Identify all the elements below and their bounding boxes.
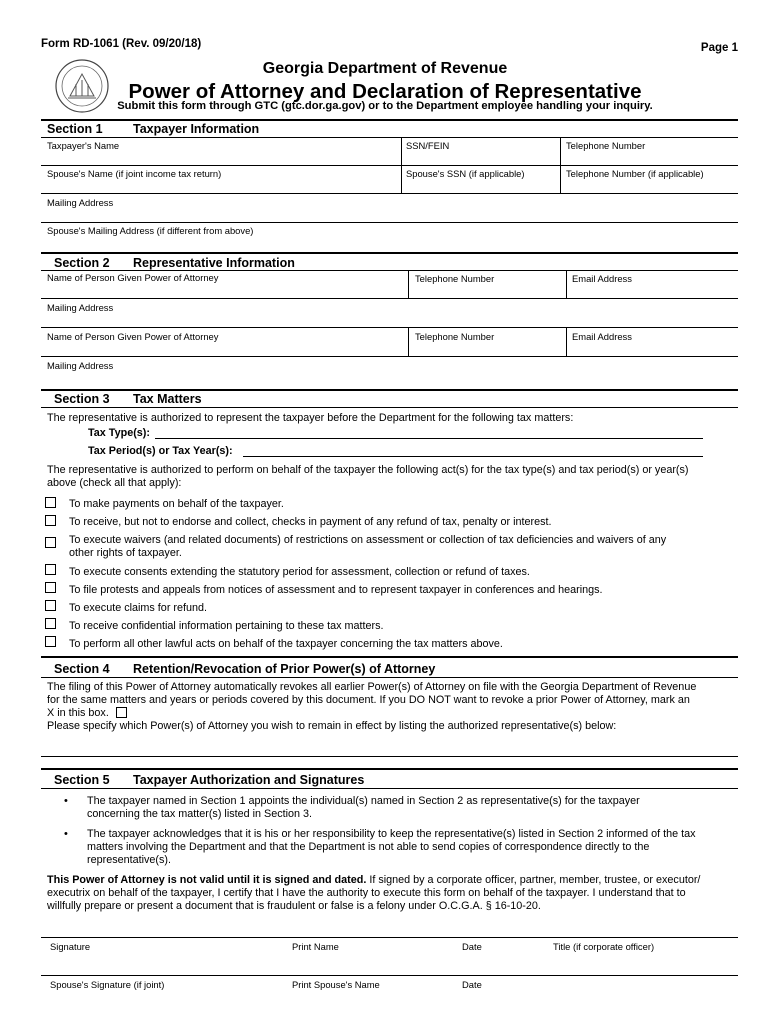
bullet-icon: • (64, 795, 68, 807)
tax-periods-input-line[interactable] (243, 456, 703, 457)
date2-label: Date (462, 979, 482, 990)
act-label: To execute consents extending the statutory period for assessment, collection or refund of taxes. (69, 566, 530, 578)
act-label: To make payments on behalf of the taxpayer. (69, 498, 284, 510)
rep2-phone-field[interactable]: Telephone Number (415, 331, 495, 342)
retain-prior-poa-checkbox[interactable] (116, 707, 127, 718)
retained-representatives-input-line[interactable] (41, 756, 738, 757)
act-checkbox[interactable] (45, 636, 56, 647)
section4-top-rule (41, 656, 738, 658)
bullet-icon: • (64, 828, 68, 840)
act-checkbox[interactable] (45, 618, 56, 629)
tax-periods-label: Tax Period(s) or Tax Year(s): (88, 445, 233, 457)
telephone-field[interactable]: Telephone Number (566, 140, 646, 151)
row-rule (41, 165, 738, 166)
section3-number: Section 3 (54, 392, 110, 406)
title-corp-label: Title (if corporate officer) (553, 941, 655, 952)
section5-title: Taxpayer Authorization and Signatures (133, 773, 365, 787)
divider (566, 270, 567, 298)
print-spouse-name-label: Print Spouse's Name (292, 979, 380, 990)
validity-warning-bold: This Power of Attorney is not valid until it is signed and dated. (47, 874, 367, 886)
section3-top-rule (41, 389, 738, 391)
mailing-address-field[interactable]: Mailing Address (47, 197, 114, 208)
authorization-bullet2-line3: representative(s). (87, 854, 172, 866)
authorization-bullet2-line1: The taxpayer acknowledges that it is his or her responsibility to keep the representative(s) listed in Section 2 informed of the tax (87, 828, 696, 840)
rep2-name-field[interactable]: Name of Person Given Power of Attorney (47, 331, 219, 342)
department-name: Georgia Department of Revenue (262, 60, 508, 77)
authorization-bullet1-line1: The taxpayer named in Section 1 appoints the individual(s) named in Section 2 as representative(s) for the taxpayer (87, 795, 640, 807)
spouse-ssn-field[interactable]: Spouse's SSN (if applicable) (406, 168, 525, 179)
section4-header-rule (41, 677, 738, 678)
acts-intro-line2: above (check all that apply): (47, 477, 182, 489)
section1-header-rule (41, 137, 738, 138)
divider (408, 327, 409, 356)
section4-line1: The filing of this Power of Attorney automatically revokes all earlier Power(s) of Attorney on file with the Georgia Department of Revenue (47, 681, 697, 693)
spouse-telephone-field[interactable]: Telephone Number (if applicable) (566, 168, 704, 179)
print-name-label: Print Name (292, 941, 339, 952)
section5-header-rule (41, 788, 738, 789)
signature-label: Signature (50, 941, 91, 952)
act-checkbox[interactable] (45, 600, 56, 611)
divider (566, 327, 567, 356)
act-label: To execute claims for refund. (69, 602, 208, 614)
authorization-bullet1-line2: concerning the tax matter(s) listed in Section 3. (87, 808, 313, 820)
divider (408, 270, 409, 298)
spouse-signature-line[interactable] (41, 975, 738, 976)
act-label: To file protests and appeals from notices of assessment and to represent taxpayer in conferences and hearings. (69, 584, 603, 596)
row-rule (41, 356, 738, 357)
taxpayer-name-field[interactable]: Taxpayer's Name (47, 140, 120, 151)
section1-title: Taxpayer Information (133, 122, 260, 136)
spouse-signature-label: Spouse's Signature (if joint) (50, 979, 165, 990)
section2-header-rule (41, 270, 738, 271)
rep1-name-field[interactable]: Name of Person Given Power of Attorney (47, 272, 219, 283)
validity-warning-rest: If signed by a corporate officer, partner, member, trustee, or executor/ (366, 874, 701, 886)
acts-intro-line1: The representative is authorized to perform on behalf of the taxpayer the following act(s) for the tax type(s) and tax period(s) or year(s) (47, 464, 689, 476)
act-checkbox[interactable] (45, 497, 56, 508)
section4-line4: Please specify which Power(s) of Attorney you wish to remain in effect by listing the authorized representative(s) below: (47, 720, 617, 732)
page-number: Page 1 (700, 42, 738, 54)
row-rule (41, 193, 738, 194)
spouse-name-field[interactable]: Spouse's Name (if joint income tax return) (47, 168, 222, 179)
validity-warning-line2: executrix on behalf of the taxpayer, I certify that I have the authority to execute this form on behalf of the taxpayer. I understand that to (47, 887, 686, 899)
rep2-email-field[interactable]: Email Address (572, 331, 632, 342)
ssn-fein-field[interactable]: SSN/FEIN (406, 140, 450, 151)
section5-number: Section 5 (54, 773, 110, 787)
act-label-continuation: other rights of taxpayer. (69, 547, 182, 559)
signature-line[interactable] (41, 937, 738, 938)
form-title: Power of Attorney and Declaration of Representative (128, 80, 642, 103)
section2-title: Representative Information (133, 256, 295, 270)
act-label: To receive, but not to endorse and collect, checks in payment of any refund of tax, penalty or interest. (69, 516, 552, 528)
section4-line3: X in this box. (47, 707, 109, 719)
section4-line2: for the same matters and years or periods covered by this document. If you DO NOT want to revoke a prior Power of Attorney, mark an (47, 694, 690, 706)
act-label: To execute waivers (and related documents) of restrictions on assessment or collection of tax deficiencies and waivers of any (69, 534, 667, 546)
tax-types-label: Tax Type(s): (88, 427, 150, 439)
validity-warning-line3: willfully prepare or present a document that is fraudulent or false is a felony under O.C.G.A. § 16-10-20. (47, 900, 541, 912)
section3-header-rule (41, 407, 738, 408)
act-checkbox[interactable] (45, 537, 56, 548)
act-label: To receive confidential information pertaining to these tax matters. (69, 620, 384, 632)
rep1-email-field[interactable]: Email Address (572, 273, 632, 284)
validity-warning-line1 (47, 874, 700, 887)
section3-title: Tax Matters (133, 392, 202, 406)
rep1-mailing-field[interactable]: Mailing Address (47, 302, 114, 313)
act-checkbox[interactable] (45, 564, 56, 575)
row-rule (41, 298, 738, 299)
section4-number: Section 4 (54, 662, 110, 676)
date-label: Date (462, 941, 482, 952)
authorization-bullet2-line2: matters involving the Department and that the Department is not able to send copies of correspondence directly to the (87, 841, 650, 853)
section2-number: Section 2 (54, 256, 110, 270)
act-checkbox[interactable] (45, 515, 56, 526)
section3-intro: The representative is authorized to represent the taxpayer before the Department for the following tax matters: (47, 412, 574, 424)
section1-top-rule (41, 119, 738, 121)
act-label: To perform all other lawful acts on behalf of the taxpayer concerning the tax matters above. (69, 638, 503, 650)
section2-top-rule (41, 252, 738, 254)
section1-number: Section 1 (47, 122, 103, 136)
spouse-mailing-field[interactable]: Spouse's Mailing Address (if different from above) (47, 225, 254, 236)
section4-title: Retention/Revocation of Prior Power(s) of Attorney (133, 662, 436, 676)
act-checkbox[interactable] (45, 582, 56, 593)
rep1-phone-field[interactable]: Telephone Number (415, 273, 495, 284)
rep2-mailing-field[interactable]: Mailing Address (47, 360, 114, 371)
submit-instructions: Submit this form through GTC (gtc.dor.ga.gov) or to the Department employee handling your inquiry. (117, 100, 653, 112)
tax-types-input-line[interactable] (155, 438, 703, 439)
row-rule (41, 222, 738, 223)
row-rule (41, 327, 738, 328)
section5-top-rule (41, 768, 738, 770)
form-number: Form RD-1061 (Rev. 09/20/18) (41, 38, 202, 50)
